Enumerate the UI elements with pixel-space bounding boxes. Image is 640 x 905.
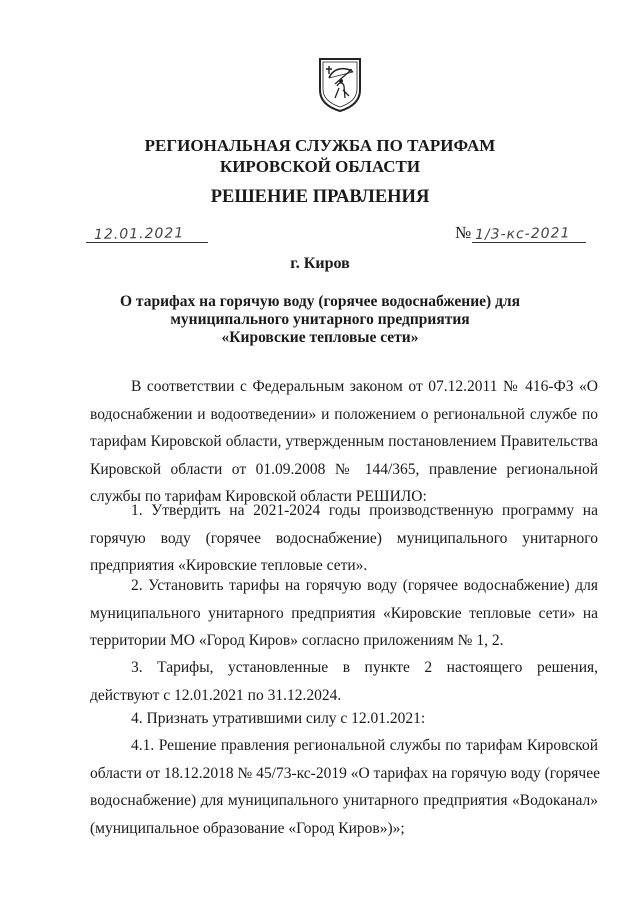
text-line: 3. Тарифы, установленные в пункте 2 настоящего решения, bbox=[131, 659, 598, 676]
number-sign: № bbox=[455, 223, 472, 242]
text-line: действуют с 12.01.2021 по 31.12.2024. bbox=[90, 686, 342, 704]
item-4-1-paragraph bbox=[90, 732, 598, 842]
agency-name-line2: КИРОВСКОЙ ОБЛАСТИ bbox=[219, 157, 421, 176]
text-line: предприятия «Кировские тепловые сети». bbox=[90, 557, 368, 574]
text-line: 4.1. Решение правления региональной службы по тарифам Кировской bbox=[131, 737, 598, 754]
text-line: 2. Установить тарифы на горячую воду (горячее водоснабжение) для bbox=[131, 577, 598, 594]
text-line: В соответствии с Федеральным законом от 07.12.2011 № 416-ФЗ «О bbox=[131, 378, 598, 395]
preamble-paragraph bbox=[90, 373, 598, 511]
agency-name-line1: РЕГИОНАЛЬНАЯ СЛУЖБА ПО ТАРИФАМ bbox=[144, 136, 496, 155]
text-line: водоснабжение) для муниципального унитарного предприятия «Водоканал» bbox=[90, 792, 598, 809]
decision-subject bbox=[100, 293, 540, 347]
text-line: (муниципальное образование «Город Киров»)»; bbox=[90, 819, 405, 837]
subject-line: О тарифах на горячую воду (горячее водоснабжение) для bbox=[120, 293, 520, 310]
text-line: Кировской области от 01.09.2008 № 144/365, правление региональной bbox=[90, 460, 598, 478]
text-line: тарифам Кировской области, утвержденным постановлением Правительства bbox=[90, 433, 598, 450]
item-3-paragraph bbox=[90, 654, 598, 709]
item-1-paragraph bbox=[90, 497, 598, 580]
text-line: области от 18.12.2018 № 45/73-кс-2019 «О тарифах на горячую воду (горячее bbox=[90, 764, 600, 782]
text-line: 1. Утвердить на 2021-2024 годы производственную программу на bbox=[131, 502, 598, 519]
document-title: РЕШЕНИЕ ПРАВЛЕНИЯ bbox=[210, 187, 430, 207]
text-line: водоснабжении и водоотведении» и положением о региональной службе по bbox=[90, 405, 598, 423]
text-line: службы по тарифам Кировской области РЕШИЛО: bbox=[90, 488, 427, 505]
decision-number: 1/3-кс-2021 bbox=[474, 225, 571, 243]
text-line: горячую воду (горячее водоснабжение) муниципального унитарного bbox=[90, 529, 598, 547]
text-line: территории МО «Город Киров» согласно приложениям № 1, 2. bbox=[90, 632, 504, 649]
number-underline bbox=[472, 242, 586, 243]
item-4-paragraph bbox=[90, 705, 598, 733]
subject-line: «Кировские тепловые сети» bbox=[221, 329, 419, 346]
kirov-coat-of-arms-icon bbox=[317, 56, 363, 112]
subject-line: муниципального унитарного предприятия bbox=[170, 311, 470, 328]
item-2-paragraph bbox=[90, 572, 598, 655]
decision-date: 12.01.2021 bbox=[93, 225, 185, 243]
date-underline bbox=[86, 242, 208, 243]
text-line: 4. Признать утратившими силу с 12.01.2021: bbox=[131, 710, 426, 727]
text-line: муниципального унитарного предприятия «Кировские тепловые сети» на bbox=[90, 604, 598, 622]
city: г. Киров bbox=[290, 255, 350, 272]
